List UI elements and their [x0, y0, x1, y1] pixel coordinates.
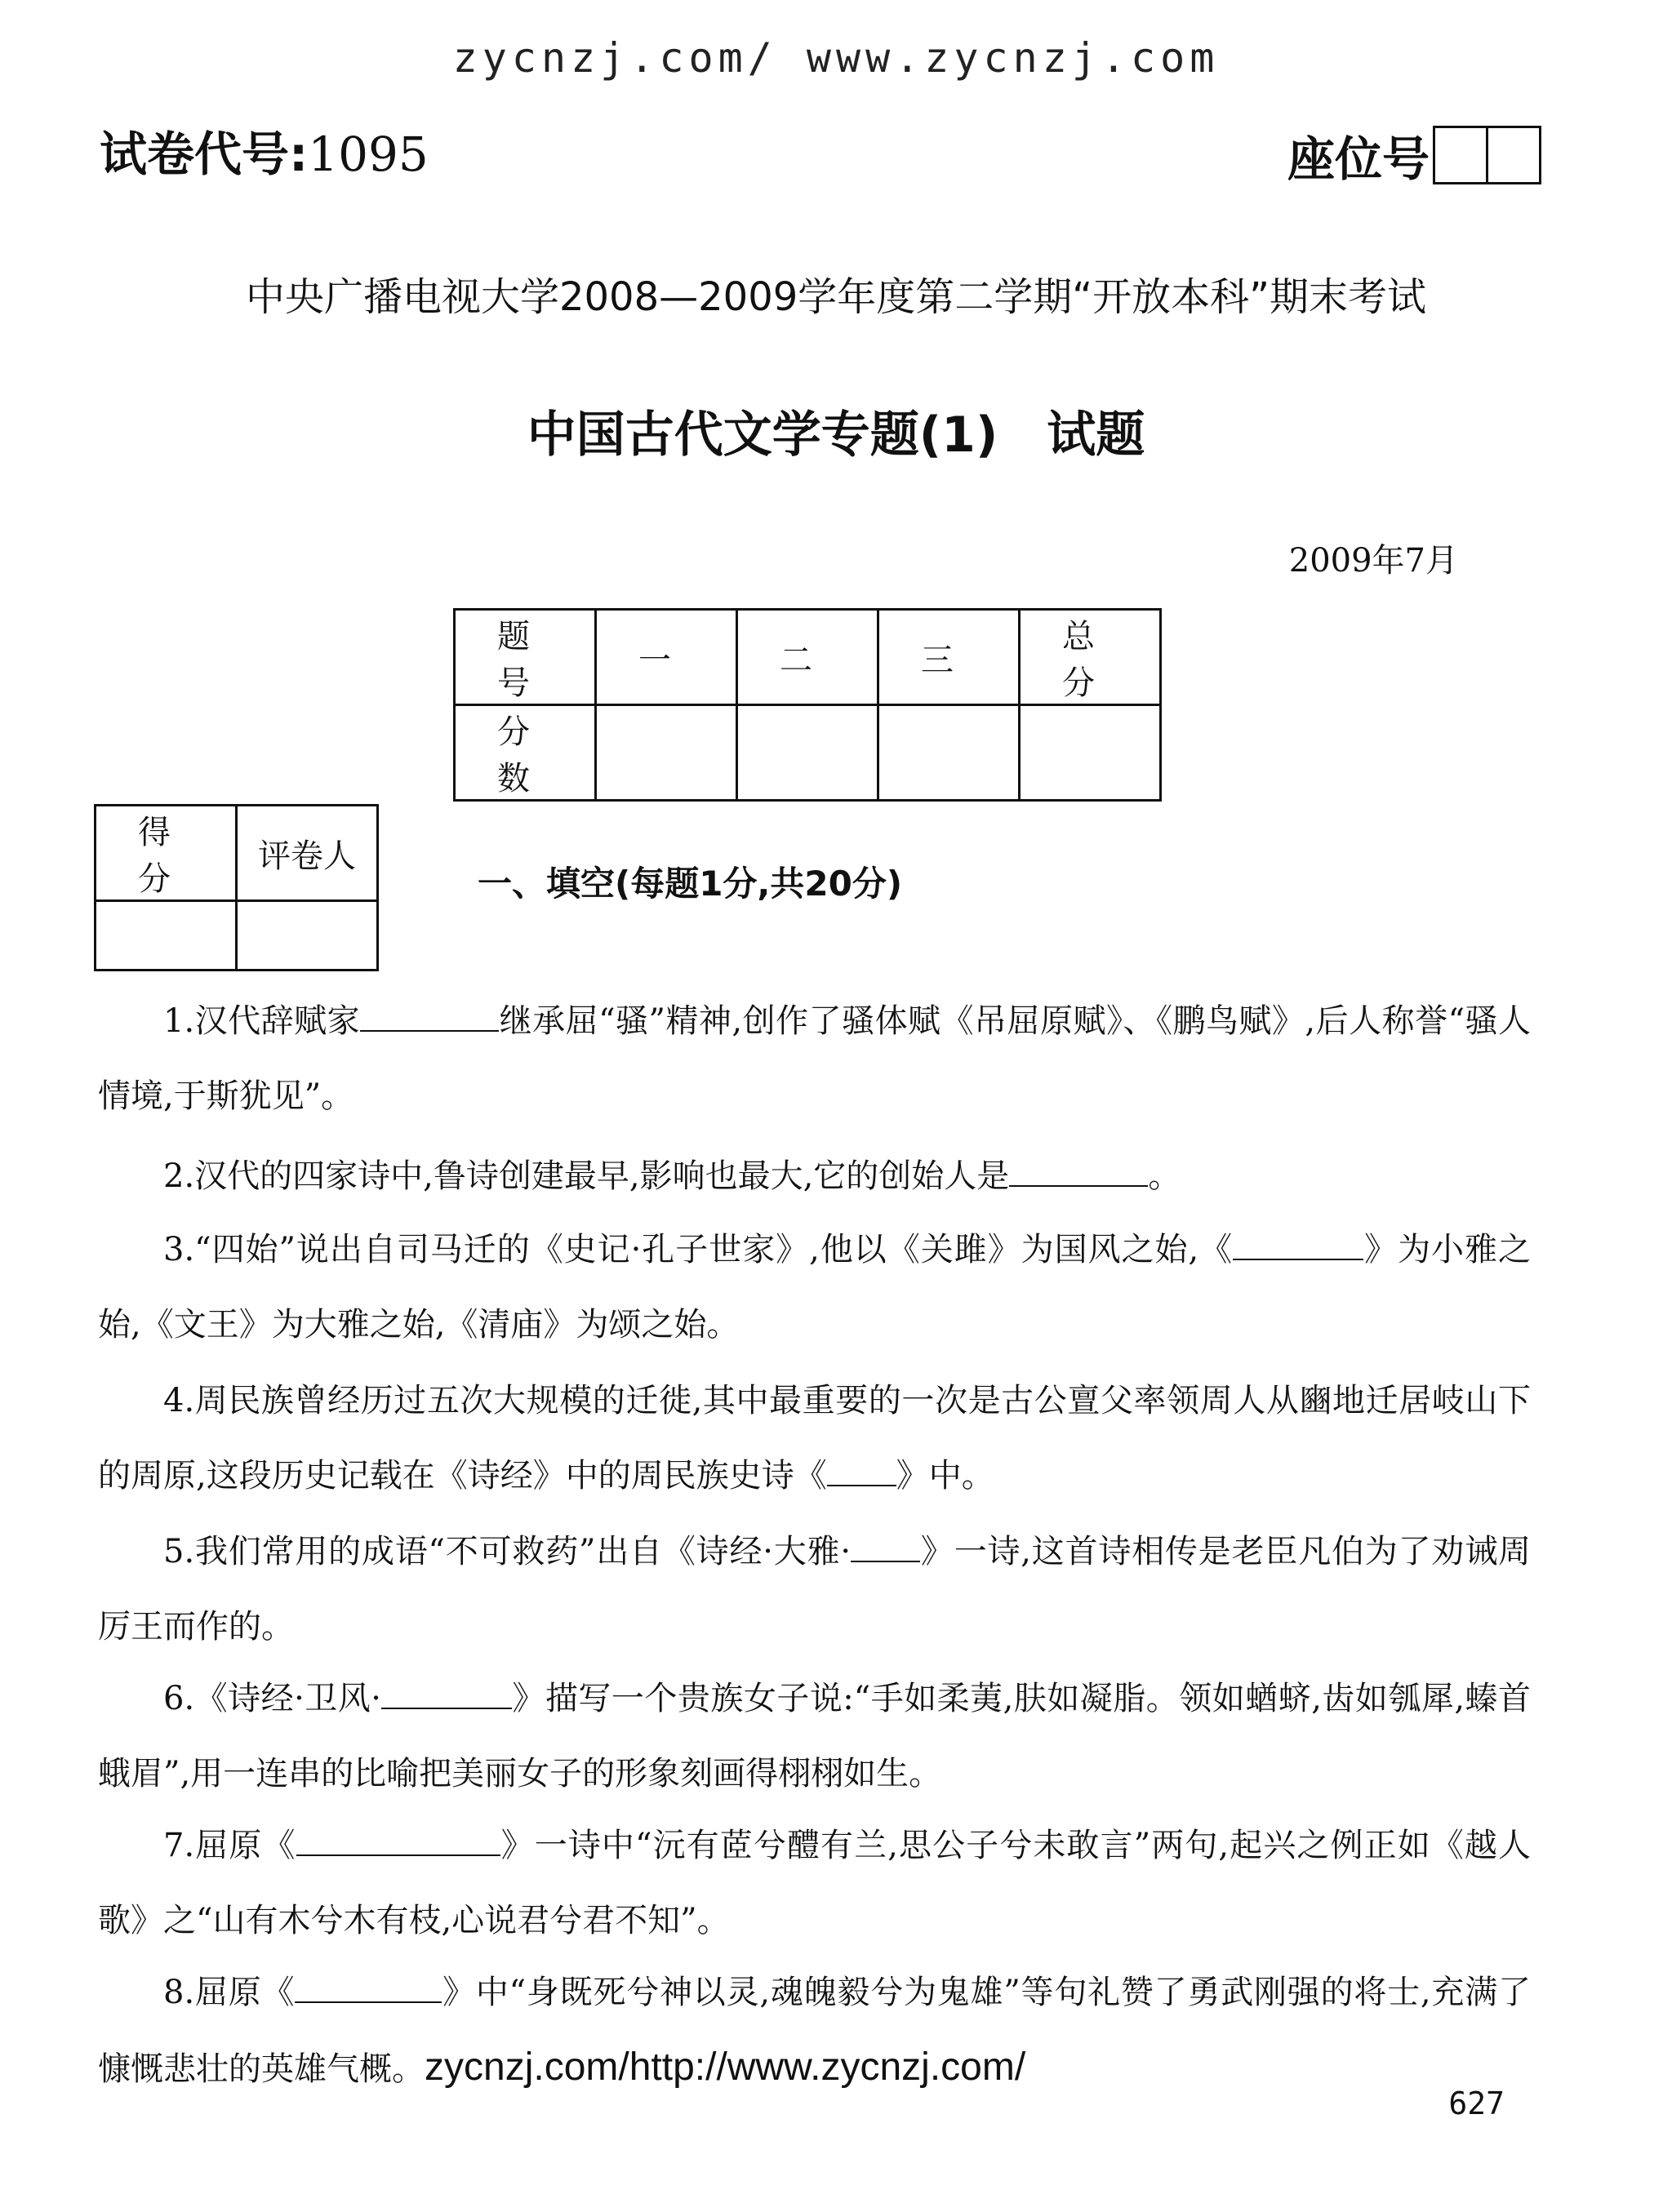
question-2: [98, 1139, 1531, 1214]
question-text: 6.《诗经·卫风·: [163, 1680, 381, 1717]
score-cell[interactable]: [878, 705, 1020, 801]
question-text: 》为小雅之始,《文王》为大雅之始,《清庙》为颂之始。: [98, 1231, 1531, 1344]
question-3: [98, 1212, 1531, 1362]
score-cell[interactable]: [596, 705, 737, 801]
watermark-inline: zycnzj.com/http://www.zycnzj.com/: [425, 2045, 1026, 2089]
exam-title: 中国古代文学专题(1) 试题: [527, 406, 1145, 464]
answer-blank[interactable]: [295, 1972, 442, 2003]
question-text: 》中。: [896, 1457, 994, 1495]
question-6: [98, 1661, 1531, 1811]
grader-table: [94, 804, 379, 971]
answer-blank[interactable]: [1009, 1156, 1148, 1187]
question-5: [98, 1514, 1531, 1664]
answer-blank[interactable]: [296, 1825, 500, 1856]
score-header-cell: 一: [596, 610, 737, 705]
question-text: 7.屈原《: [163, 1827, 296, 1864]
exam-code-value: 1095: [308, 127, 429, 182]
exam-code: [100, 116, 429, 184]
answer-blank[interactable]: [827, 1455, 896, 1486]
grader-header-grader: 评卷人: [237, 806, 378, 901]
question-text: 5.我们常用的成语“不可救药”出自《诗经·大雅·: [163, 1533, 852, 1570]
question-text: 》描写一个贵族女子说:“手如柔荑,肤如凝脂。领如蝤蛴,齿如瓠犀,螓首蛾眉”,用一连串的比喻把美丽女子的形象刻画得栩栩如生。: [98, 1680, 1531, 1792]
grader-table-row: [96, 901, 378, 971]
grader-table-header-row: [96, 806, 378, 901]
score-header-cell: 二: [737, 610, 878, 705]
question-1: [98, 984, 1531, 1134]
page-number: 627: [1448, 2085, 1505, 2121]
answer-blank[interactable]: [851, 1531, 920, 1562]
answer-blank[interactable]: [381, 1678, 512, 1709]
seat-number: [1287, 121, 1541, 189]
exam-code-label: 试卷代号:: [100, 127, 309, 182]
score-row-label: 分 数: [455, 705, 596, 801]
grader-score-cell[interactable]: [96, 901, 237, 971]
grader-name-cell[interactable]: [237, 901, 378, 971]
question-text: 》一诗,这首诗相传是老臣凡伯为了劝诫周厉王而作的。: [98, 1533, 1531, 1646]
seat-number-boxes[interactable]: [1433, 126, 1541, 184]
question-8: [98, 1955, 1531, 2107]
question-text: 4.周民族曾经历过五次大规模的迁徙,其中最重要的一次是古公亶父率领周人从豳地迁居岐山下的周原,这段历史记载在《诗经》中的周民族史诗《: [98, 1382, 1531, 1495]
grader-header-score: 得 分: [96, 806, 237, 901]
section-title: 一、填空(每题1分,共20分): [478, 864, 903, 904]
question-text: 1.汉代辞赋家: [163, 1002, 361, 1040]
score-header-cell: 三: [878, 610, 1020, 705]
seat-label: 座位号: [1287, 131, 1430, 187]
university-title: 中央广播电视大学2008—2009学年度第二学期“开放本科”期末考试: [245, 274, 1427, 320]
score-table-row: [455, 705, 1161, 801]
seat-box-2[interactable]: [1486, 128, 1539, 182]
score-table: [453, 608, 1173, 802]
question-text: 2.汉代的四家诗中,鲁诗创建最早,影响也最大,它的创始人是: [163, 1157, 1010, 1195]
score-table-header-row: [455, 610, 1161, 705]
seat-box-1[interactable]: [1435, 128, 1486, 182]
answer-blank[interactable]: [1233, 1229, 1363, 1260]
exam-date: 2009年7月: [1288, 542, 1458, 580]
question-7: [98, 1808, 1531, 1958]
question-text: 3.“四始”说出自司马迁的《史记·孔子世家》,他以《关雎》为国风之始,《: [163, 1231, 1234, 1268]
answer-blank[interactable]: [360, 1001, 499, 1032]
score-header-cell: 题 号: [455, 610, 596, 705]
question-text: 。: [1148, 1157, 1181, 1195]
question-text: 继承屈“骚”精神,创作了骚体赋《吊屈原赋》、《鹏鸟赋》,后人称誉“骚人情境,于斯犹见”。: [98, 1002, 1531, 1115]
score-header-cell: 总 分: [1020, 610, 1161, 705]
score-cell[interactable]: [1020, 705, 1161, 801]
question-text: 》一诗中“沅有茝兮醴有兰,思公子兮未敢言”两句,起兴之例正如《越人歌》之“山有木兮木有枝,心说君兮君不知”。: [98, 1827, 1531, 1939]
question-text: 》中“身既死兮神以灵,魂魄毅兮为鬼雄”等句礼赞了勇武刚强的将士,充满了慷慨悲壮的英雄气概。: [98, 1974, 1531, 2088]
question-text: 8.屈原《: [163, 1974, 296, 2011]
question-4: [98, 1363, 1531, 1513]
watermark-top: zycnzj.com/ www.zycnzj.com: [452, 34, 1220, 82]
score-cell[interactable]: [737, 705, 878, 801]
